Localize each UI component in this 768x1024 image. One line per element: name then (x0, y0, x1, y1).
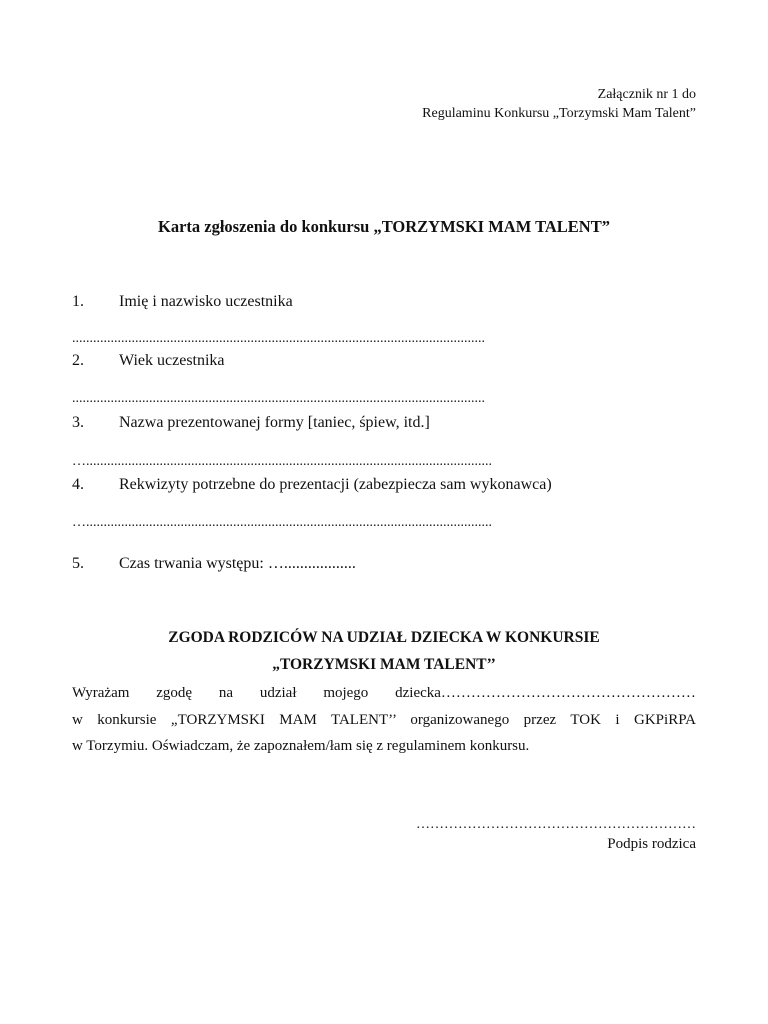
signature-blank[interactable]: …………………………………………………… (416, 817, 696, 832)
consent-word: mojego (323, 685, 369, 701)
consent-word: udział (259, 685, 297, 701)
field-3-number: 3. (72, 414, 84, 431)
field-1-label: Imię i nazwisko uczestnika (119, 293, 293, 310)
field-2-blank[interactable]: ...................................................................................................................... (72, 391, 485, 406)
field-4-number: 4. (72, 476, 84, 493)
consent-line2: w konkursie „TORZYMSKI MAM TALENT’’ organizowanego przez TOK i GKPiRPA (72, 712, 696, 728)
consent-title-line2: „TORZYMSKI MAM TALENT’’ (272, 656, 496, 673)
consent-word: Wyrażam (72, 685, 130, 701)
consent-line3: w Torzymiu. Oświadczam, że zapoznałem/łam się z regulaminem konkursu. (72, 738, 530, 754)
field-1-number: 1. (72, 293, 84, 310)
field-5-label[interactable]: Czas trwania występu: ….................. (119, 555, 356, 572)
field-4-blank[interactable]: ….................................................................................................................... (72, 515, 492, 530)
field-3-blank[interactable]: ….................................................................................................................... (72, 454, 492, 469)
consent-word: zgodę (156, 685, 193, 701)
form-title: Karta zgłoszenia do konkursu „TORZYMSKI MAM TALENT” (158, 217, 610, 236)
annex-reference-line1: Załącznik nr 1 do (597, 87, 696, 102)
field-4-label: Rekwizyty potrzebne do prezentacji (zabezpiecza sam wykonawca) (119, 476, 552, 493)
signature-label: Podpis rodzica (607, 836, 696, 852)
field-2-number: 2. (72, 352, 84, 369)
field-5-number: 5. (72, 555, 84, 572)
consent-line1 (72, 685, 696, 702)
field-2-label: Wiek uczestnika (119, 352, 225, 369)
annex-reference-line2: Regulaminu Konkursu „Torzymski Mam Talent” (422, 106, 696, 121)
consent-word: na (218, 685, 234, 701)
consent-title-line1: ZGODA RODZICÓW NA UDZIAŁ DZIECKA W KONKURSIE (168, 629, 600, 646)
field-1-blank[interactable]: ...................................................................................................................... (72, 331, 485, 346)
child-name-blank[interactable]: dziecka…………………………………………… (395, 685, 696, 701)
field-3-label: Nazwa prezentowanej formy [taniec, śpiew, itd.] (119, 414, 430, 431)
